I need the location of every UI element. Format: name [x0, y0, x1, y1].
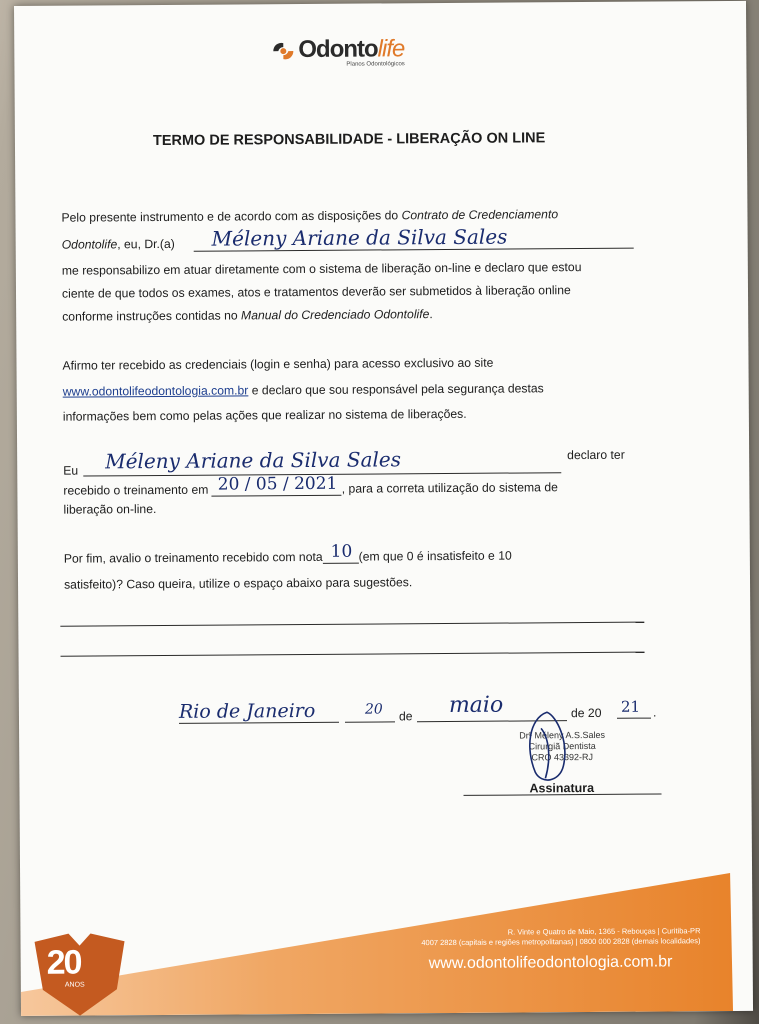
p2-line1: Afirmo ter recebido as credenciais (login e senha) para acesso exclusivo ao site — [62, 355, 494, 373]
date-de-2: de 20 — [570, 705, 602, 721]
handwritten-month: maio — [448, 692, 504, 718]
date-de-1: de — [398, 709, 413, 724]
handwritten-name-1: Méleny Ariane da Silva Sales — [211, 224, 508, 251]
p1-line3: me responsabilizo em atuar diretamente com o sistema de liberação on-line e declaro que estou — [61, 260, 582, 278]
p3-line3: liberação on-line. — [63, 502, 157, 517]
p3-eu: Eu — [63, 463, 79, 478]
handwritten-year: 21 — [620, 697, 641, 716]
document-title: TERMO DE RESPONSABILIDADE - LIBERAÇÃO ON LINE — [152, 130, 546, 150]
logo-tagline: Planos Odontológicos — [346, 61, 405, 68]
handwritten-name-2: Méleny Ariane da Silva Sales — [105, 447, 402, 474]
badge-number: 20 — [46, 943, 81, 982]
year-line — [617, 718, 651, 719]
logo-mark-icon — [270, 40, 296, 62]
badge-text: ANOS — [64, 981, 85, 989]
p4-line1: Por fim, avalio o treinamento recebido com nota 10 (em que 0 é insatisfeito e 10 — [63, 541, 512, 566]
p3-line2: recebido o treinamento em 20 / 05 / 2021 , para a correta utilização do sistema de — [63, 473, 558, 498]
suggestion-line-1 — [60, 622, 644, 627]
site-link[interactable]: www.odontolifeodontologia.com.br — [62, 383, 249, 399]
odontolife-logo — [264, 35, 504, 77]
handwritten-city: Rio de Janeiro — [178, 699, 316, 723]
p2-line2: www.odontolifeodontologia.com.br e declaro que sou responsável pela segurança destas — [62, 381, 544, 399]
signature-label: Assinatura — [529, 780, 595, 796]
suggestion-line-2 — [61, 652, 645, 657]
city-line — [179, 722, 339, 724]
handwritten-grade: 10 — [330, 541, 353, 562]
p4-line2: satisfeito)? Caso queira, utilize o espaço abaixo para sugestões. — [63, 575, 413, 592]
day-line — [345, 721, 395, 722]
professional-stamp: Drª Méleny A.S.Sales Cirurgiã Dentista CRO 43392-RJ — [519, 729, 606, 763]
p1-line2: Odontolife, eu, Dr.(a) — [61, 236, 175, 252]
footer-website[interactable]: www.odontolifeodontologia.com.br — [428, 953, 673, 973]
p1-line4: ciente de que todos os exames, atos e tratamentos deverão ser submetidos à liberação online — [61, 283, 571, 301]
logo-text: Odontolife — [298, 35, 405, 64]
footer-address: R. Vinte e Quatro de Maio, 1365 - Rebouças | Curitiba-PR 4007 2828 (capitais e regiões metropolitanas) | 0800 000 2828 (demais localidades) — [421, 926, 701, 948]
p1-line5: conforme instruções contidas no Manual do Credenciado Odontolife. — [62, 307, 433, 324]
p1-line1: Pelo presente instrumento e de acordo com as disposições do Contrato de Credenciamento — [61, 207, 559, 225]
document-page — [14, 1, 753, 1016]
p3-declaro: declaro ter — [567, 447, 625, 463]
signature-scribble — [519, 708, 580, 788]
handwritten-day: 20 — [364, 701, 383, 718]
handwritten-date: 20 / 05 / 2021 — [217, 473, 338, 495]
date-dot: . — [652, 705, 657, 720]
p2-line3: informações bem como pelas ações que realizar no sistema de liberações. — [62, 406, 467, 424]
